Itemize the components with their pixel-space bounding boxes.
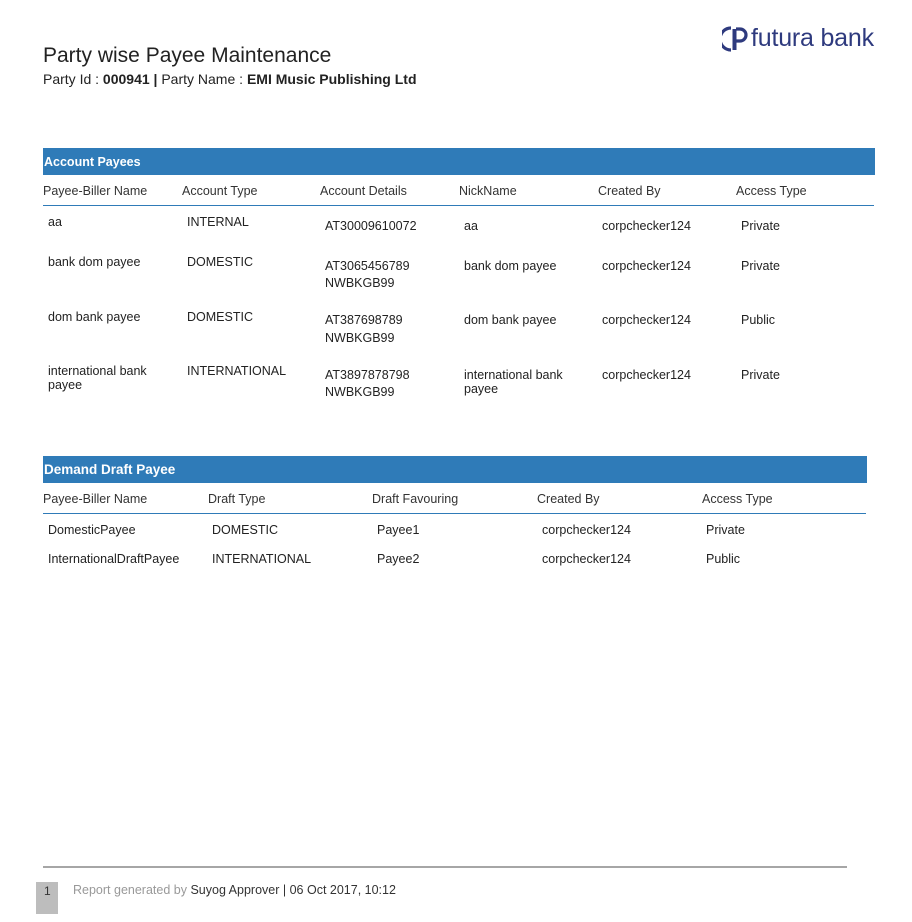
draft-favouring: Payee1	[377, 523, 420, 537]
access-type: Private	[741, 368, 780, 382]
brand-name: futura bank	[751, 24, 874, 52]
generated-timestamp: 06 Oct 2017, 10:12	[289, 883, 396, 897]
footer-divider	[43, 866, 847, 868]
access-type: Private	[741, 259, 780, 273]
col-payee-biller-name: Payee-Biller Name	[43, 492, 148, 506]
account-details: AT3065456789	[325, 259, 410, 273]
account-details-bic: NWBKGB99	[325, 385, 395, 399]
page-title: Party wise Payee Maintenance	[43, 44, 332, 67]
access-type: Public	[741, 313, 776, 327]
futura-bank-logo-icon	[722, 26, 748, 52]
party-name-value: EMI Music Publishing Ltd	[246, 71, 417, 87]
party-info	[43, 71, 417, 87]
party-name-label: Party Name :	[161, 71, 247, 87]
account-details: AT3897878798	[325, 368, 410, 382]
payee-name: international bank	[48, 364, 147, 378]
col-payee-biller-name: Payee-Biller Name	[43, 184, 148, 198]
party-id-value: 000941	[102, 71, 150, 87]
party-separator: |	[149, 71, 162, 87]
payee-name: aa	[48, 215, 62, 229]
draft-type: INTERNATIONAL	[212, 552, 312, 566]
col-access-type: Access Type	[702, 492, 773, 506]
account-details: AT387698789	[325, 313, 403, 327]
nickname: international bank	[464, 368, 563, 382]
brand-logo	[722, 24, 874, 53]
account-details-bic: NWBKGB99	[325, 276, 395, 290]
nickname: dom bank payee	[464, 313, 557, 327]
created-by: corpchecker124	[542, 552, 631, 566]
nickname: aa	[464, 219, 478, 233]
col-created-by: Created By	[598, 184, 661, 198]
col-account-details: Account Details	[320, 184, 407, 198]
payee-name: DomesticPayee	[48, 523, 136, 537]
col-nickname: NickName	[459, 184, 517, 198]
col-draft-type: Draft Type	[208, 492, 266, 506]
payee-name: bank dom payee	[48, 255, 141, 269]
party-id-label: Party Id :	[43, 71, 103, 87]
nickname: bank dom payee	[464, 259, 557, 273]
access-type: Private	[741, 219, 780, 233]
nickname-line2: payee	[464, 382, 499, 396]
col-account-type: Account Type	[182, 184, 258, 198]
demand-draft-payee-header	[43, 456, 867, 483]
account-details: AT30009610072	[325, 219, 417, 233]
created-by: corpchecker124	[602, 368, 691, 382]
header-divider	[43, 205, 874, 206]
payee-name: InternationalDraftPayee	[48, 552, 180, 566]
account-type: DOMESTIC	[187, 255, 253, 269]
col-draft-favouring: Draft Favouring	[372, 492, 459, 506]
created-by: corpchecker124	[602, 313, 691, 327]
payee-name: dom bank payee	[48, 310, 141, 324]
generated-label: Report generated by	[73, 883, 191, 897]
section-title: Demand Draft Payee	[44, 462, 176, 477]
account-details-bic: NWBKGB99	[325, 331, 395, 345]
account-type: INTERNAL	[187, 215, 249, 229]
col-created-by: Created By	[537, 492, 600, 506]
header-divider	[43, 513, 866, 514]
generated-by-user: Suyog Approver	[190, 883, 280, 897]
page-number: 1	[44, 884, 51, 898]
created-by: corpchecker124	[602, 259, 691, 273]
page-number-badge	[36, 882, 58, 914]
account-type: DOMESTIC	[187, 310, 253, 324]
created-by: corpchecker124	[542, 523, 631, 537]
access-type: Public	[706, 552, 741, 566]
draft-favouring: Payee2	[377, 552, 420, 566]
account-payees-header	[43, 148, 875, 175]
created-by: corpchecker124	[602, 219, 691, 233]
access-type: Private	[706, 523, 745, 537]
section-title: Account Payees	[44, 154, 141, 169]
report-generated-info	[73, 883, 396, 897]
footer-separator: |	[279, 883, 290, 897]
account-type: INTERNATIONAL	[187, 364, 287, 378]
draft-type: DOMESTIC	[212, 523, 278, 537]
col-access-type: Access Type	[736, 184, 807, 198]
payee-name-line2: payee	[48, 378, 83, 392]
